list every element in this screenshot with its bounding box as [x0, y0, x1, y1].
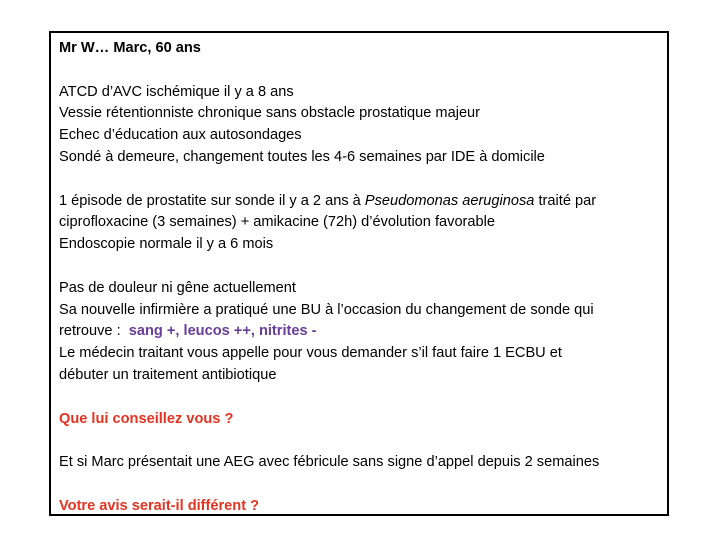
current-line-3 — [59, 321, 667, 343]
episode-line-3: Endoscopie normale il y a 6 mois — [59, 236, 274, 253]
question-2: Votre avis serait-il différent ? — [59, 497, 260, 514]
current-line-4: Le médecin traitant vous appelle pour vous demander s’il faut faire 1 ECBU et — [59, 345, 562, 362]
episode-line-1 — [59, 191, 667, 213]
spacer — [59, 256, 667, 278]
episode-line-2: ciprofloxacine (3 semaines) + amikacine (72h) d’évolution favorable — [59, 214, 496, 231]
organism-name: Pseudomonas aeruginosa — [364, 192, 535, 209]
current-line-3-start: retrouve : — [59, 323, 129, 340]
episode-text-start: 1 épisode de prostatite sur sonde il y a 2 ans à — [59, 192, 365, 209]
history-line-1: ATCD d’AVC ischémique il y a 8 ans — [59, 83, 294, 100]
history-line-2: Vessie rétentionniste chronique sans obstacle prostatique majeur — [59, 105, 481, 122]
current-line-5: débuter un traitement antibiotique — [59, 366, 277, 383]
spacer — [59, 60, 667, 82]
spacer — [59, 430, 667, 452]
history-line-3: Echec d’éducation aux autosondages — [59, 127, 302, 144]
current-line-1: Pas de douleur ni gêne actuellement — [59, 279, 296, 296]
episode-text-end: traité par — [534, 192, 597, 209]
spacer — [59, 474, 667, 496]
current-line-2: Sa nouvelle infirmière a pratiqué une BU à l’occasion du changement de sonde qui — [59, 301, 594, 318]
spacer — [59, 387, 667, 409]
followup-line: Et si Marc présentait une AEG avec fébricule sans signe d’appel depuis 2 semaines — [59, 454, 600, 471]
history-line-4: Sondé à demeure, changement toutes les 4-6 semaines par IDE à domicile — [59, 148, 545, 165]
case-box — [49, 31, 669, 516]
question-1: Que lui conseillez vous ? — [59, 410, 234, 427]
bu-results: sang +, leucos ++, nitrites - — [128, 323, 317, 340]
patient-title: Mr W… Marc, 60 ans — [59, 40, 201, 56]
spacer — [59, 169, 667, 191]
